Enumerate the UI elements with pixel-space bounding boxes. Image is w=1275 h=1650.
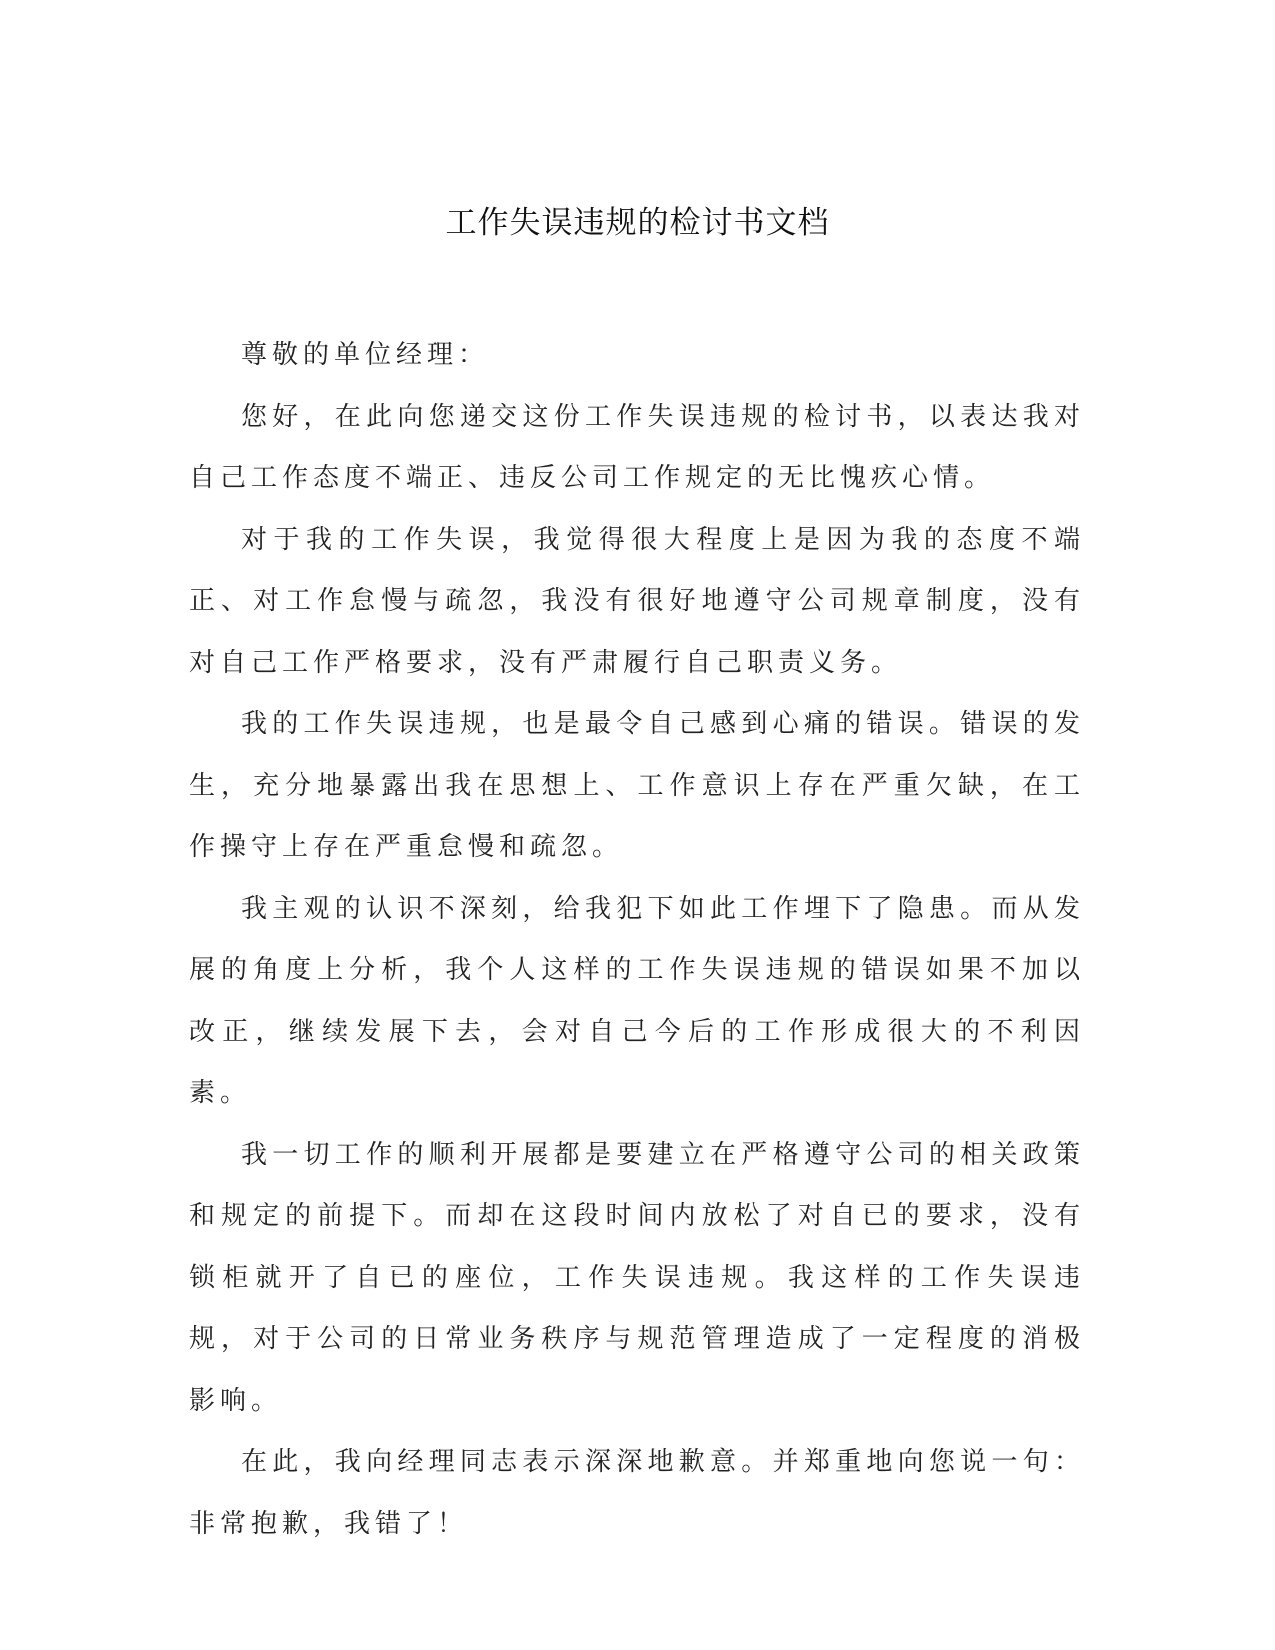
paragraph: 您好，在此向您递交这份工作失误违规的检讨书，以表达我对自己工作态度不端正、违反公司工作规定的无比愧疚心情。 <box>189 401 1085 493</box>
salutation: 尊敬的单位经理： <box>241 340 490 370</box>
document-title: 工作失误违规的检讨书文档 <box>445 205 830 241</box>
paragraph: 在此，我向经理同志表示深深地歉意。并郑重地向您说一句：非常抱歉，我错了！ <box>189 1447 1085 1539</box>
paragraph: 我一切工作的顺利开展都是要建立在严格遵守公司的相关政策和规定的前提下。而却在这段时间内放松了对自已的要求，没有锁柜就开了自已的座位，工作失误违规。我这样的工作失误违规，对于公司的日常业务秩序与规范管理造成了一定程度的消极影响。 <box>189 1139 1085 1416</box>
document-body <box>189 325 1085 1555</box>
paragraph: 我的工作失误违规，也是最令自己感到心痛的错误。错误的发生，充分地暴露出我在思想上、工作意识上存在严重欠缺，在工作操守上存在严重怠慢和疏忽。 <box>189 709 1085 862</box>
paragraph: 我主观的认识不深刻，给我犯下如此工作埋下了隐患。而从发展的角度上分析，我个人这样的工作失误违规的错误如果不加以改正，继续发展下去，会对自己今后的工作形成很大的不利因素。 <box>189 893 1085 1108</box>
paragraph: 对于我的工作失误，我觉得很大程度上是因为我的态度不端正、对工作怠慢与疏忽，我没有很好地遵守公司规章制度，没有对自己工作严格要求，没有严肃履行自己职责义务。 <box>189 524 1085 678</box>
